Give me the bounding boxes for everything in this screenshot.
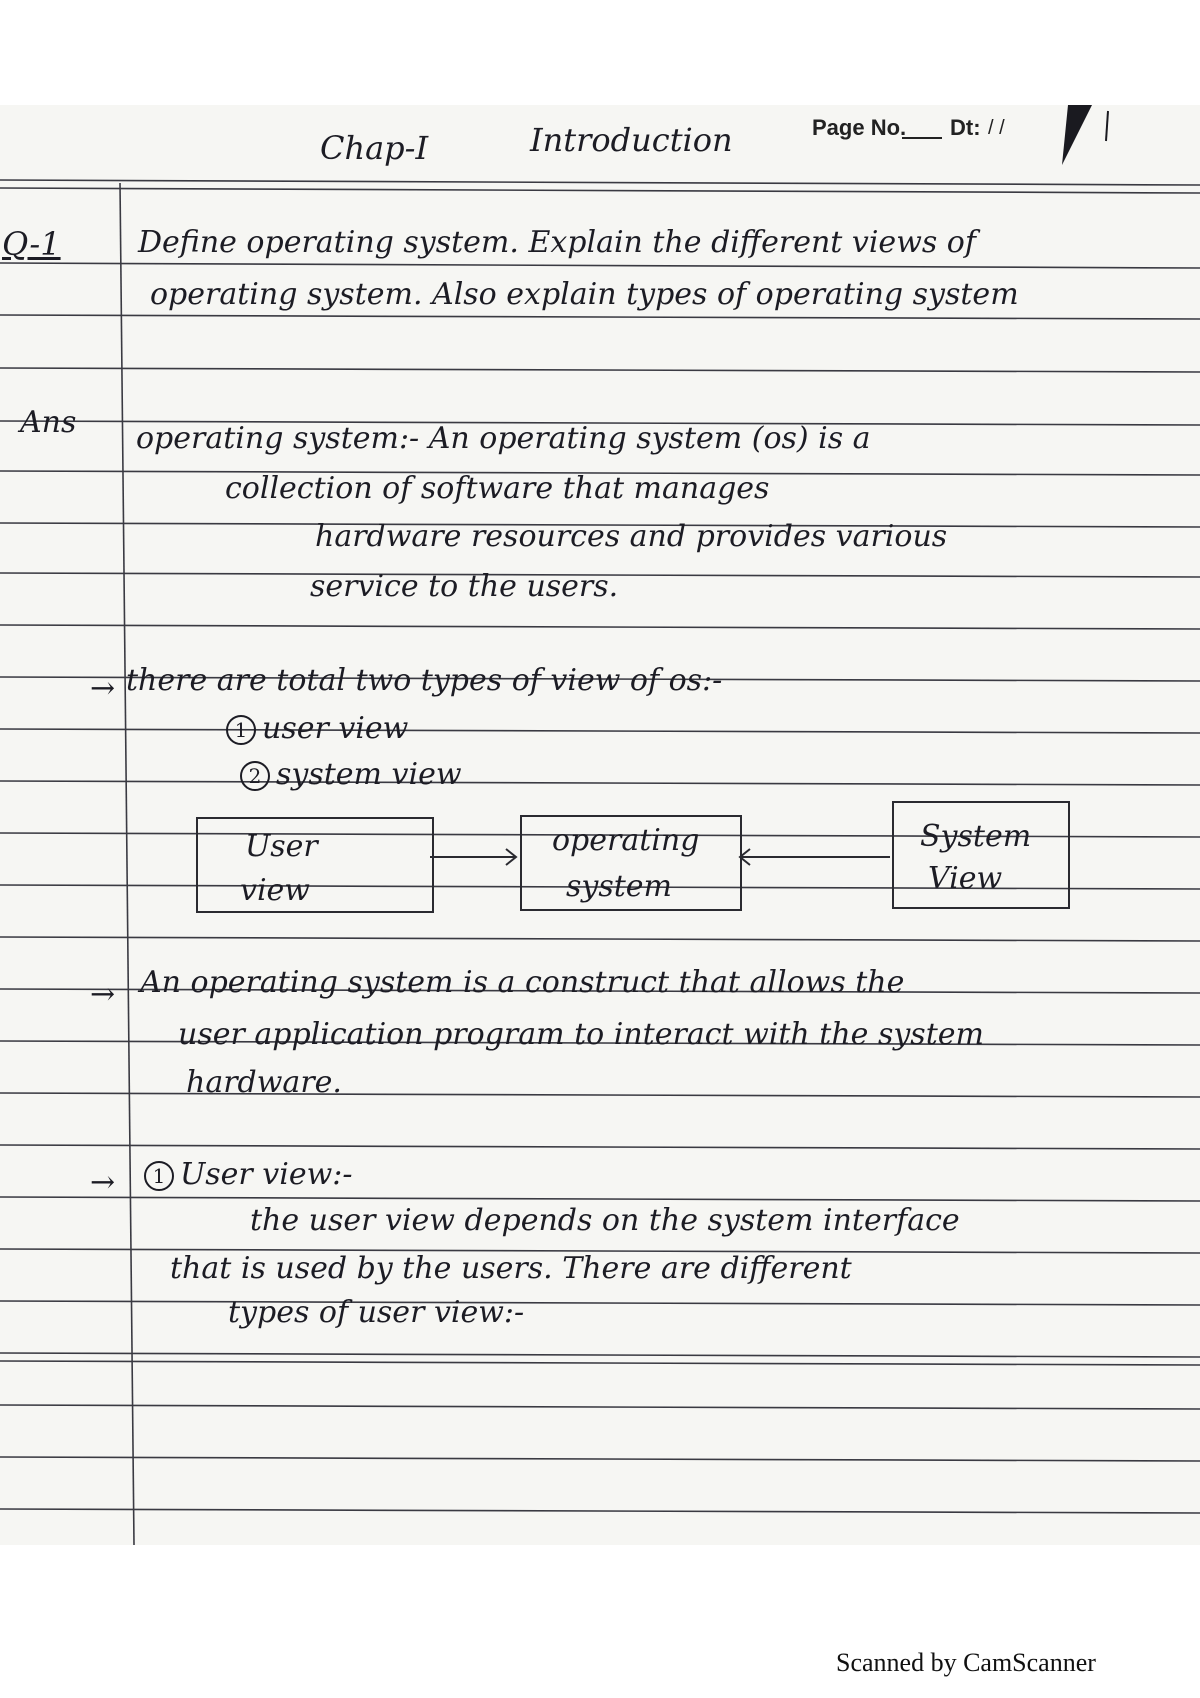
diagram-arrows (0, 105, 1200, 1105)
paragraph-2-line-1: An operating system is a construct that allows the (140, 965, 905, 1000)
answer-line-1: operating system:- An operating system (os) is a (136, 421, 871, 456)
user-view-line-1: the user view depends on the system interface (250, 1203, 960, 1238)
os-box-line-1: operating (552, 823, 700, 858)
user-view-box-line-1: User (245, 829, 318, 864)
answer-line-2: collection of software that manages (225, 471, 770, 506)
user-view-heading (144, 1157, 353, 1192)
system-view-box-line-1: System (920, 819, 1032, 854)
user-view-line-2: that is used by the users. There are different (170, 1251, 852, 1286)
item-number-2: 2 (240, 761, 270, 791)
user-view-arrow: → (90, 1165, 116, 1200)
answer-line-4: service to the users. (310, 569, 619, 604)
scanner-watermark: Scanned by CamScanner (836, 1648, 1096, 1677)
views-arrow: → (90, 671, 116, 706)
answer-label: Ans (20, 405, 77, 440)
paragraph-2-arrow: → (90, 977, 116, 1012)
item-1-text: user view (262, 711, 409, 746)
page-no-label: Page No. (812, 115, 907, 140)
question-line-1: Define operating system. Explain the different views of (138, 225, 976, 260)
notebook-page (0, 105, 1200, 1545)
page-title: Introduction (530, 121, 733, 159)
user-view-number: 1 (144, 1161, 174, 1191)
chapter-label: Chap-I (320, 129, 429, 167)
question-label: Q-1 (2, 225, 61, 263)
user-view-box-line-2: view (240, 873, 310, 908)
date-label: Dt: (950, 115, 981, 140)
paragraph-2-line-2: user application program to interact with the system (178, 1017, 984, 1052)
system-view-box-line-2: View (928, 861, 1003, 896)
item-number-1: 1 (226, 715, 256, 745)
answer-line-3: hardware resources and provides various (315, 519, 948, 554)
question-line-2: operating system. Also explain types of operating system (150, 277, 1019, 312)
user-view-line-3: types of user view:- (228, 1295, 525, 1330)
views-intro-text: there are total two types of view of os:- (126, 663, 723, 698)
user-view-heading-text: User view:- (180, 1157, 353, 1192)
paragraph-2-line-3: hardware. (186, 1065, 342, 1100)
item-2-text: system view (276, 757, 462, 792)
date-value: / / (988, 117, 1005, 139)
os-box-line-2: system (566, 869, 672, 904)
